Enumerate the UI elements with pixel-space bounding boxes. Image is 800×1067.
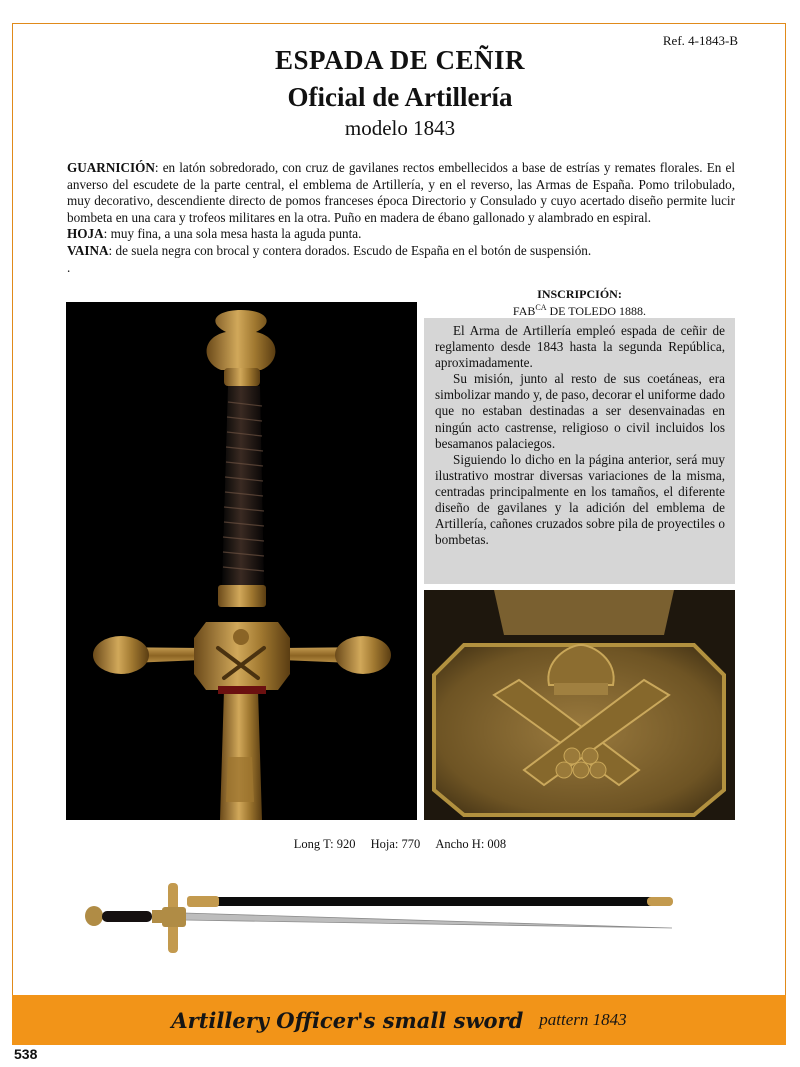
reference-code: Ref. 4-1843-B	[662, 33, 738, 48]
history-paragraph-3: Siguiendo lo dicho en la página anterior, será muy ilustrativo mostrar diversas variaciones de la misma, centradas principalmente en los tamaños, el diferente diseño de gavilanes y la adición del emblema de Artillería, cañones cruzados sobre pila de proyectiles o bombetas.	[435, 451, 725, 548]
history-paragraph-2: Su misión, junto al resto de sus coetáneas, era simbolizar mando y, de paso, decorar el uniforme dado que no estaban destinadas a ser desenvainadas en ningún acto castrense, religioso o civil incluidos los besamanos palaciegos.	[435, 371, 725, 451]
hoja-text: : muy fina, a una sola mesa hasta la aguda punta.	[103, 226, 362, 242]
vaina-text: : de suela negra con brocal y contera dorados. Escudo de España en el botón de suspensión.	[108, 242, 592, 258]
inscription-label-text: INSCRIPCIÓN	[537, 287, 618, 301]
page-number: 538	[14, 1046, 38, 1062]
blade-length: Hoja: 770	[370, 837, 421, 851]
vaina-paragraph	[67, 243, 735, 260]
guarnicion-text: : en latón sobredorado, con cruz de gavilanes rectos embellecidos a base de estrías y remates florales. En el anverso del escudete de la parte central, el emblema de Artillería, y en el reverso, las Armas de España. Pomo trilobulado, muy decorativo, descendiente directo de pomos franceses época Directorio y Consulado y cuyo acertado diseño permite lucir bombeta en una cara y trofeos militares en la otra. Puño en madera de ébano gallonado y alambrado en espiral.	[67, 160, 735, 225]
guarnicion-paragraph	[67, 160, 735, 226]
hoja-label: HOJA	[67, 226, 104, 242]
hoja-paragraph	[67, 226, 735, 243]
inscription-text-sup: CA	[535, 303, 547, 312]
page-subtitle: modelo 1843	[344, 116, 456, 140]
vaina-label: VAINA	[67, 242, 109, 258]
inscription-label-colon: :	[617, 287, 622, 301]
inscription-text-pre: FAB	[512, 304, 536, 318]
guarnicion-label: GUARNICIÓN	[67, 160, 155, 175]
emblem-image	[424, 590, 735, 820]
history-box	[424, 318, 735, 584]
banner-title: Artillery Officer's small sword	[171, 1007, 524, 1033]
inscription-text-post: DE TOLEDO 1888.	[546, 304, 647, 318]
description-block	[67, 160, 735, 276]
blade-width: Ancho H: 008	[435, 837, 507, 851]
dimensions-line	[0, 837, 800, 852]
inscription-text	[424, 303, 735, 319]
emblem-detail-photo	[424, 590, 735, 820]
full-sword-image	[82, 875, 687, 960]
hilt-image	[66, 302, 417, 820]
footer-banner	[12, 995, 786, 1045]
inscription-label	[424, 287, 735, 302]
length-total: Long T: 920	[293, 837, 356, 851]
banner-subtitle: pattern 1843	[539, 1010, 627, 1029]
history-paragraph-1: El Arma de Artillería empleó espada de ceñir de reglamento desde 1843 hasta la segunda República, aproximadamente.	[435, 323, 725, 371]
page-title-line2: Oficial de Artillería	[287, 82, 513, 112]
trailing-dot: .	[67, 259, 71, 275]
hilt-photo	[66, 302, 417, 820]
page-title: ESPADA DE CEÑIR	[274, 45, 526, 75]
full-sword-photo	[82, 875, 687, 960]
